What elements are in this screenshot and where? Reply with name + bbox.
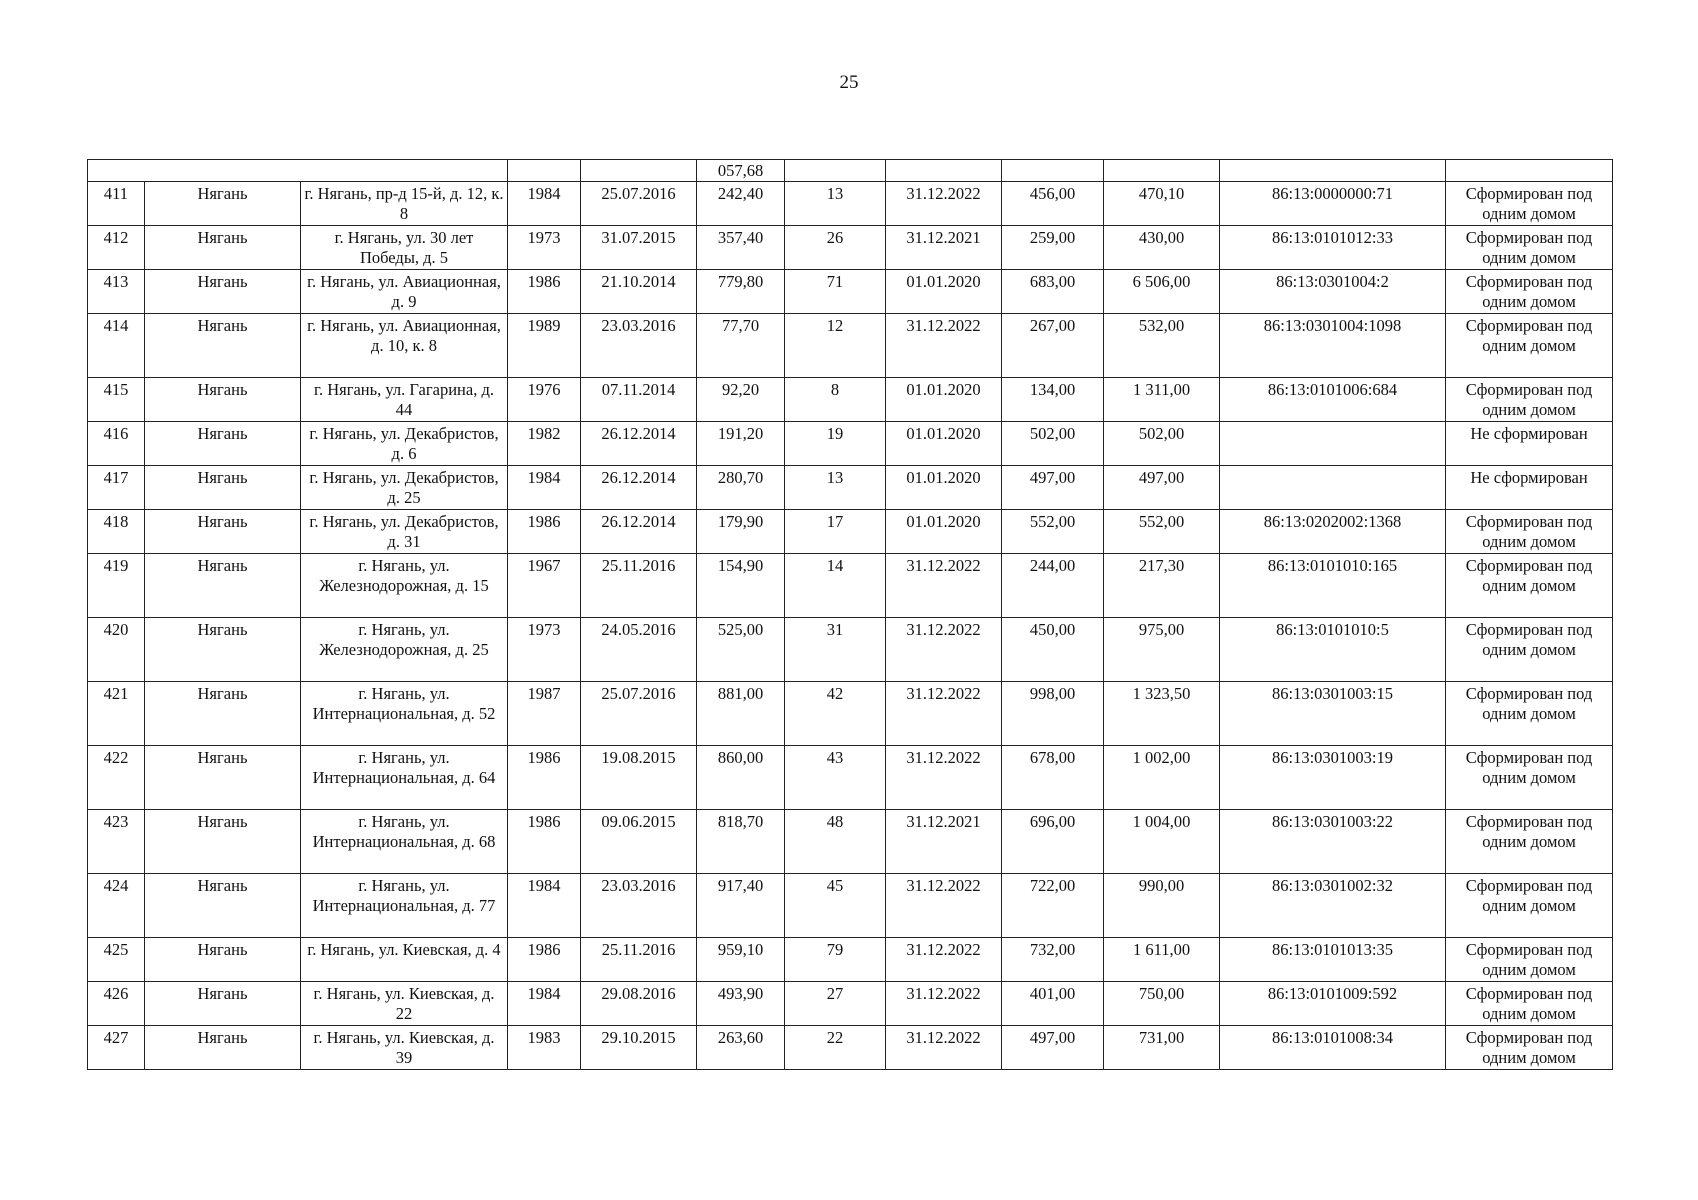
- cell-count: 79: [785, 938, 886, 982]
- cell-address: г. Нягань, ул. Железнодорожная, д. 15: [301, 554, 508, 618]
- page-number: 25: [839, 72, 859, 93]
- cell-date: 29.10.2015: [581, 1026, 697, 1070]
- cell-cadastral-number: [1220, 422, 1446, 466]
- cell-empty: [1446, 160, 1613, 182]
- cell-date: 19.08.2015: [581, 746, 697, 810]
- cell-count: 13: [785, 466, 886, 510]
- cell-address: г. Нягань, ул. Декабристов, д. 31: [301, 510, 508, 554]
- cell-count: 22: [785, 1026, 886, 1070]
- cell-city: Нягань: [145, 226, 301, 270]
- cell-count: 43: [785, 746, 886, 810]
- cell-area: 057,68: [697, 160, 785, 182]
- cell-area: 779,80: [697, 270, 785, 314]
- cell-cadastral-number: 86:13:0101012:33: [1220, 226, 1446, 270]
- cell-area-3: 532,00: [1104, 314, 1220, 378]
- cell-city: Нягань: [145, 810, 301, 874]
- cell-count: 27: [785, 982, 886, 1026]
- cell-address: г. Нягань, ул. Декабристов, д. 6: [301, 422, 508, 466]
- cell-area: 818,70: [697, 810, 785, 874]
- cell-status: Сформирован под одним домом: [1446, 378, 1613, 422]
- cell-date: 25.07.2016: [581, 682, 697, 746]
- cell-area: 493,90: [697, 982, 785, 1026]
- cell-year: 1986: [508, 746, 581, 810]
- cell-year: 1973: [508, 618, 581, 682]
- cell-date: 07.11.2014: [581, 378, 697, 422]
- cell-area: 917,40: [697, 874, 785, 938]
- cell-year: 1986: [508, 510, 581, 554]
- cell-area-3: 217,30: [1104, 554, 1220, 618]
- cell-city: Нягань: [145, 182, 301, 226]
- cell-cadastral-number: 86:13:0101006:684: [1220, 378, 1446, 422]
- cell-city: Нягань: [145, 874, 301, 938]
- cell-date: 26.12.2014: [581, 422, 697, 466]
- table-row: [88, 422, 1613, 466]
- cell-area: 77,70: [697, 314, 785, 378]
- cell-count: 31: [785, 618, 886, 682]
- cell-number: 411: [88, 182, 145, 226]
- cell-status: Сформирован под одним домом: [1446, 874, 1613, 938]
- cell-year: 1967: [508, 554, 581, 618]
- cell-number: 419: [88, 554, 145, 618]
- cell-empty: [1220, 160, 1446, 182]
- cell-city: Нягань: [145, 1026, 301, 1070]
- cell-area-3: 975,00: [1104, 618, 1220, 682]
- cell-deadline: 31.12.2022: [886, 1026, 1002, 1070]
- cell-area-2: 134,00: [1002, 378, 1104, 422]
- cell-date: 25.11.2016: [581, 554, 697, 618]
- cell-area: 191,20: [697, 422, 785, 466]
- cell-date: 29.08.2016: [581, 982, 697, 1026]
- cell-number: 417: [88, 466, 145, 510]
- cell-status: Сформирован под одним домом: [1446, 510, 1613, 554]
- cell-count: 26: [785, 226, 886, 270]
- cell-status: Сформирован под одним домом: [1446, 618, 1613, 682]
- cell-number: 414: [88, 314, 145, 378]
- cell-area-2: 552,00: [1002, 510, 1104, 554]
- cell-status: Сформирован под одним домом: [1446, 810, 1613, 874]
- cell-address: г. Нягань, ул. Киевская, д. 22: [301, 982, 508, 1026]
- table-body: [88, 160, 1613, 1070]
- cell-cadastral-number: 86:13:0301002:32: [1220, 874, 1446, 938]
- cell-year: 1983: [508, 1026, 581, 1070]
- cell-year: 1982: [508, 422, 581, 466]
- cell-cadastral-number: 86:13:0301004:2: [1220, 270, 1446, 314]
- cell-area-3: 552,00: [1104, 510, 1220, 554]
- cell-city: Нягань: [145, 982, 301, 1026]
- cell-area-3: 430,00: [1104, 226, 1220, 270]
- cell-deadline: 31.12.2021: [886, 226, 1002, 270]
- cell-year: 1984: [508, 874, 581, 938]
- cell-year: 1984: [508, 982, 581, 1026]
- cell-city: Нягань: [145, 554, 301, 618]
- table-row: [88, 746, 1613, 810]
- cell-count: 12: [785, 314, 886, 378]
- cell-status: Сформирован под одним домом: [1446, 938, 1613, 982]
- cell-status: Сформирован под одним домом: [1446, 182, 1613, 226]
- table-row: [88, 182, 1613, 226]
- cell-area-2: 696,00: [1002, 810, 1104, 874]
- cell-area: 860,00: [697, 746, 785, 810]
- cell-area: 881,00: [697, 682, 785, 746]
- cell-area-3: 1 323,50: [1104, 682, 1220, 746]
- cell-city: Нягань: [145, 314, 301, 378]
- table-row: [88, 1026, 1613, 1070]
- cell-status: Сформирован под одним домом: [1446, 226, 1613, 270]
- cell-area-2: 456,00: [1002, 182, 1104, 226]
- cell-date: 25.07.2016: [581, 182, 697, 226]
- cell-deadline: 31.12.2022: [886, 938, 1002, 982]
- cell-deadline: 01.01.2020: [886, 422, 1002, 466]
- cell-cadastral-number: 86:13:0101009:592: [1220, 982, 1446, 1026]
- cell-status: Сформирован под одним домом: [1446, 270, 1613, 314]
- cell-area-2: 732,00: [1002, 938, 1104, 982]
- cell-date: 23.03.2016: [581, 314, 697, 378]
- cell-city: Нягань: [145, 682, 301, 746]
- cell-number: 426: [88, 982, 145, 1026]
- cell-cadastral-number: 86:13:0101013:35: [1220, 938, 1446, 982]
- cell-number: 415: [88, 378, 145, 422]
- cell-address: г. Нягань, ул. Интернациональная, д. 52: [301, 682, 508, 746]
- cell-status: Сформирован под одним домом: [1446, 1026, 1613, 1070]
- cell-date: 24.05.2016: [581, 618, 697, 682]
- table-row: [88, 378, 1613, 422]
- cell-address: г. Нягань, ул. Интернациональная, д. 64: [301, 746, 508, 810]
- cell-address: г. Нягань, ул. Киевская, д. 39: [301, 1026, 508, 1070]
- cell-area-2: 267,00: [1002, 314, 1104, 378]
- cell-status: Не сформирован: [1446, 466, 1613, 510]
- cell-area-2: 998,00: [1002, 682, 1104, 746]
- cell-cadastral-number: 86:13:0301004:1098: [1220, 314, 1446, 378]
- cell-count: 42: [785, 682, 886, 746]
- cell-deadline: 01.01.2020: [886, 510, 1002, 554]
- cell-count: 8: [785, 378, 886, 422]
- table-row: [88, 874, 1613, 938]
- cell-area-2: 497,00: [1002, 1026, 1104, 1070]
- cell-area-3: 497,00: [1104, 466, 1220, 510]
- cell-address: г. Нягань, ул. 30 лет Победы, д. 5: [301, 226, 508, 270]
- cell-number: 427: [88, 1026, 145, 1070]
- cell-address: г. Нягань, ул. Авиационная, д. 9: [301, 270, 508, 314]
- cell-status: Не сформирован: [1446, 422, 1613, 466]
- cell-cadastral-number: 86:13:0301003:19: [1220, 746, 1446, 810]
- cell-date: 26.12.2014: [581, 466, 697, 510]
- cell-count: 14: [785, 554, 886, 618]
- cell-address: г. Нягань, ул. Железнодорожная, д. 25: [301, 618, 508, 682]
- cell-deadline: 31.12.2022: [886, 682, 1002, 746]
- cell-deadline: 31.12.2022: [886, 182, 1002, 226]
- cell-date: 25.11.2016: [581, 938, 697, 982]
- cell-empty: [886, 160, 1002, 182]
- cell-address: г. Нягань, ул. Интернациональная, д. 68: [301, 810, 508, 874]
- cell-deadline: 31.12.2022: [886, 746, 1002, 810]
- cell-area: 242,40: [697, 182, 785, 226]
- cell-cadastral-number: [1220, 466, 1446, 510]
- cell-cadastral-number: 86:13:0101010:5: [1220, 618, 1446, 682]
- cell-date: 31.07.2015: [581, 226, 697, 270]
- cell-date: 23.03.2016: [581, 874, 697, 938]
- table-row: [88, 226, 1613, 270]
- cell-year: 1986: [508, 270, 581, 314]
- cell-number: 413: [88, 270, 145, 314]
- cell-status: Сформирован под одним домом: [1446, 314, 1613, 378]
- cell-date: 09.06.2015: [581, 810, 697, 874]
- cell-date: 26.12.2014: [581, 510, 697, 554]
- cell-status: Сформирован под одним домом: [1446, 554, 1613, 618]
- cell-count: 45: [785, 874, 886, 938]
- cell-count: 71: [785, 270, 886, 314]
- cell-area-3: 731,00: [1104, 1026, 1220, 1070]
- cell-cadastral-number: 86:13:0000000:71: [1220, 182, 1446, 226]
- cell-empty: [88, 160, 508, 182]
- cell-area-3: 990,00: [1104, 874, 1220, 938]
- table-row: [88, 314, 1613, 378]
- cell-city: Нягань: [145, 422, 301, 466]
- cell-cadastral-number: 86:13:0101008:34: [1220, 1026, 1446, 1070]
- cell-area-2: 502,00: [1002, 422, 1104, 466]
- cell-address: г. Нягань, ул. Декабристов, д. 25: [301, 466, 508, 510]
- cell-area-3: 1 311,00: [1104, 378, 1220, 422]
- cell-cadastral-number: 86:13:0301003:15: [1220, 682, 1446, 746]
- cell-number: 424: [88, 874, 145, 938]
- table-row: [88, 510, 1613, 554]
- cell-number: 425: [88, 938, 145, 982]
- cell-area: 525,00: [697, 618, 785, 682]
- cell-area-3: 6 506,00: [1104, 270, 1220, 314]
- cell-status: Сформирован под одним домом: [1446, 682, 1613, 746]
- cell-count: 13: [785, 182, 886, 226]
- cell-area-2: 722,00: [1002, 874, 1104, 938]
- cell-empty: [1002, 160, 1104, 182]
- cell-deadline: 31.12.2022: [886, 982, 1002, 1026]
- cell-area-2: 683,00: [1002, 270, 1104, 314]
- cell-area-3: 502,00: [1104, 422, 1220, 466]
- cell-deadline: 01.01.2020: [886, 270, 1002, 314]
- cell-number: 421: [88, 682, 145, 746]
- cell-area-2: 450,00: [1002, 618, 1104, 682]
- table-row: [88, 270, 1613, 314]
- cell-number: 416: [88, 422, 145, 466]
- cell-city: Нягань: [145, 746, 301, 810]
- cell-area: 959,10: [697, 938, 785, 982]
- cell-area-2: 678,00: [1002, 746, 1104, 810]
- table-row: [88, 554, 1613, 618]
- cell-area: 154,90: [697, 554, 785, 618]
- cell-year: 1973: [508, 226, 581, 270]
- cell-number: 420: [88, 618, 145, 682]
- cell-area-3: 1 002,00: [1104, 746, 1220, 810]
- cell-deadline: 31.12.2022: [886, 618, 1002, 682]
- cell-city: Нягань: [145, 938, 301, 982]
- cell-cadastral-number: 86:13:0202002:1368: [1220, 510, 1446, 554]
- cell-area: 357,40: [697, 226, 785, 270]
- table-row: [88, 682, 1613, 746]
- cell-year: 1986: [508, 938, 581, 982]
- cell-area: 280,70: [697, 466, 785, 510]
- cell-address: г. Нягань, ул. Авиационная, д. 10, к. 8: [301, 314, 508, 378]
- cell-area-3: 1 611,00: [1104, 938, 1220, 982]
- continuation-row: [88, 160, 1613, 182]
- cell-area-2: 401,00: [1002, 982, 1104, 1026]
- table-row: [88, 938, 1613, 982]
- cell-area-2: 259,00: [1002, 226, 1104, 270]
- cell-year: 1984: [508, 182, 581, 226]
- cell-area: 92,20: [697, 378, 785, 422]
- cell-deadline: 31.12.2022: [886, 554, 1002, 618]
- table-row: [88, 466, 1613, 510]
- cell-status: Сформирован под одним домом: [1446, 982, 1613, 1026]
- cell-city: Нягань: [145, 378, 301, 422]
- table-row: [88, 810, 1613, 874]
- cell-year: 1976: [508, 378, 581, 422]
- cell-number: 418: [88, 510, 145, 554]
- cell-year: 1986: [508, 810, 581, 874]
- cell-cadastral-number: 86:13:0301003:22: [1220, 810, 1446, 874]
- cell-city: Нягань: [145, 270, 301, 314]
- cell-city: Нягань: [145, 618, 301, 682]
- cell-number: 422: [88, 746, 145, 810]
- cell-number: 423: [88, 810, 145, 874]
- cell-area-3: 470,10: [1104, 182, 1220, 226]
- cell-empty: [1104, 160, 1220, 182]
- cell-city: Нягань: [145, 510, 301, 554]
- cell-area: 263,60: [697, 1026, 785, 1070]
- cell-deadline: 01.01.2020: [886, 466, 1002, 510]
- cell-area-2: 244,00: [1002, 554, 1104, 618]
- cell-address: г. Нягань, ул. Гагарина, д. 44: [301, 378, 508, 422]
- cell-deadline: 01.01.2020: [886, 378, 1002, 422]
- table-row: [88, 982, 1613, 1026]
- table-row: [88, 618, 1613, 682]
- cell-number: 412: [88, 226, 145, 270]
- cell-empty: [508, 160, 581, 182]
- cell-count: 17: [785, 510, 886, 554]
- cell-year: 1984: [508, 466, 581, 510]
- cell-status: Сформирован под одним домом: [1446, 746, 1613, 810]
- cell-deadline: 31.12.2022: [886, 314, 1002, 378]
- cell-address: г. Нягань, ул. Интернациональная, д. 77: [301, 874, 508, 938]
- cell-area: 179,90: [697, 510, 785, 554]
- cell-deadline: 31.12.2022: [886, 874, 1002, 938]
- cell-cadastral-number: 86:13:0101010:165: [1220, 554, 1446, 618]
- cell-empty: [581, 160, 697, 182]
- cell-count: 19: [785, 422, 886, 466]
- cell-year: 1989: [508, 314, 581, 378]
- cell-year: 1987: [508, 682, 581, 746]
- cell-address: г. Нягань, ул. Киевская, д. 4: [301, 938, 508, 982]
- cell-area-3: 750,00: [1104, 982, 1220, 1026]
- cell-city: Нягань: [145, 466, 301, 510]
- cell-deadline: 31.12.2021: [886, 810, 1002, 874]
- housing-registry-table: [87, 159, 1613, 1070]
- cell-empty: [785, 160, 886, 182]
- cell-count: 48: [785, 810, 886, 874]
- cell-area-3: 1 004,00: [1104, 810, 1220, 874]
- cell-date: 21.10.2014: [581, 270, 697, 314]
- cell-address: г. Нягань, пр-д 15-й, д. 12, к. 8: [301, 182, 508, 226]
- cell-area-2: 497,00: [1002, 466, 1104, 510]
